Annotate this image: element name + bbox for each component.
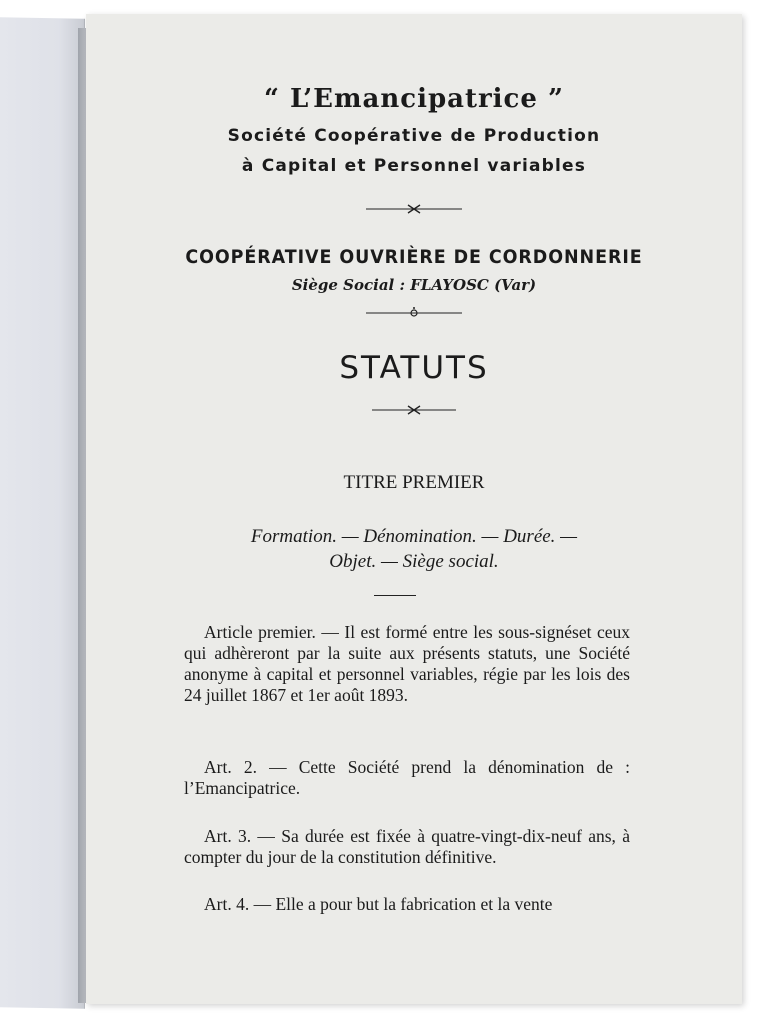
subtitle-line-2: à Capital et Personnel variables xyxy=(241,156,587,176)
cooperative-name-title: “ L’Emancipatrice ” xyxy=(264,84,564,114)
statuts-heading: STATUTS xyxy=(339,350,489,386)
previous-page-edge xyxy=(0,17,85,1008)
ornament-divider-1 xyxy=(366,202,462,216)
article-3: Art. 3. — Sa durée est fixée à quatre-vingt-dix-neuf ans, à compter du jour de la constitution définitive. xyxy=(184,826,630,867)
article-2: Art. 2. — Cette Société prend la dénomination de : l’Emancipatrice. xyxy=(184,757,630,798)
article-4: Art. 4. — Elle a pour but la fabrication et la vente xyxy=(204,894,553,914)
section-rule xyxy=(374,595,416,596)
ornament-divider-2 xyxy=(366,306,462,320)
ornament-divider-3 xyxy=(372,403,456,417)
section-title: TITRE PREMIER xyxy=(343,472,485,493)
cooperative-type-heading: COOPÉRATIVE OUVRIÈRE DE CORDONNERIE xyxy=(185,246,643,268)
subtitle-line-1: Société Coopérative de Production xyxy=(227,126,601,146)
section-subtitle-line-1: Formation. — Dénomination. — Durée. — xyxy=(250,526,578,547)
document-page xyxy=(86,14,742,1004)
article-1: Article premier. — Il est formé entre les sous-signéset ceux qui adhèreront par la suite aux présents statuts, une Société anonyme à capital et personnel variables, régie par les lois des 24 juillet 1867 et 1er août 1893. xyxy=(184,622,630,705)
section-subtitle-line-2: Objet. — Siège social. xyxy=(329,551,499,572)
registered-office: Siège Social : FLAYOSC (Var) xyxy=(291,276,537,294)
